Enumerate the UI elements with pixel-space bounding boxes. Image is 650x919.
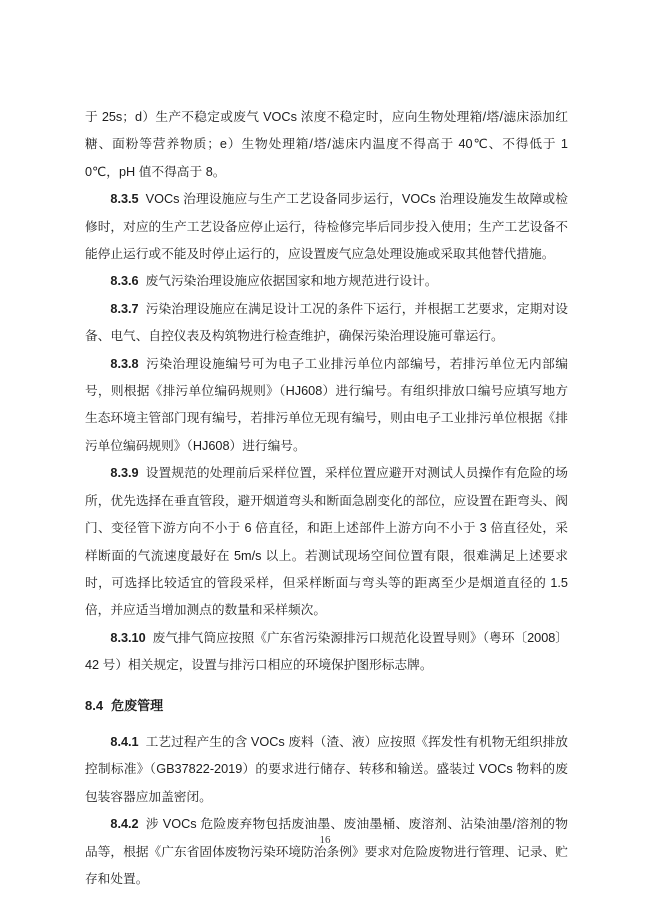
page-number: 16 <box>319 834 331 846</box>
section-title: 危废管理 <box>111 697 164 713</box>
clause-8-3-7 <box>85 296 568 351</box>
clause-8-3-6 <box>85 268 568 295</box>
document-body <box>85 104 568 893</box>
clause-text: 设置规范的处理前后采样位置，采样位置应避开对测试人员操作有危险的场所，优先选择在垂直管段，避开烟道弯头和断面急剧变化的部位，应设置在距弯头、阀门、变径管下游方向不小于 6 倍直径，和距上述部件上游方向不小于 3 倍直径处，采样断面的气流速度最好在 5m/s 以上。若测试现场空间位置有限，很难满足上述要求时，可选择比较适宜的管段采样，但采样断面与弯头等的距离至少是烟道直径的 1.5 倍，并应适当增加测点的数量和采样频次。 <box>85 466 568 618</box>
clause-text: 废气污染治理设施应依据国家和地方规范进行设计。 <box>145 274 438 289</box>
section-heading-8-4 <box>85 692 568 719</box>
clause-8-3-8 <box>85 351 568 461</box>
clause-number: 8.3.8 <box>110 356 139 371</box>
clause-number: 8.3.9 <box>110 466 139 481</box>
clause-text: 废气排气筒应按照《广东省污染源排污口规范化设置导则》（粤环〔2008〕42 号）相关规定，设置与排污口相应的环境保护图形标志牌。 <box>85 630 568 673</box>
clause-text: 于 25s；d）生产不稳定或废气 VOCs 浓度不稳定时，应向生物处理箱/塔/滤床添加红糖、面粉等营养物质；e）生物处理箱/塔/滤床内温度不得高于 40℃、不得低于 10℃，pH 值不得高于 8。 <box>85 110 568 179</box>
clause-number: 8.3.7 <box>110 301 139 316</box>
clause-text: 污染治理设施应在满足设计工况的条件下运行，并根据工艺要求，定期对设备、电气、自控仪表及构筑物进行检查维护，确保污染治理设施可靠运行。 <box>85 301 568 344</box>
section-number: 8.4 <box>85 697 104 713</box>
clause-number: 8.3.10 <box>110 630 146 645</box>
paragraph-continuation <box>85 104 568 186</box>
clause-number: 8.3.5 <box>110 192 139 207</box>
clause-text: VOCs 治理设施应与生产工艺设备同步运行，VOCs 治理设施发生故障或检修时，对应的生产工艺设备应停止运行，待检修完毕后同步投入使用；生产工艺设备不能停止运行或不能及时停止运行的，应设置废气应急处理设施或采取其他替代措施。 <box>85 192 568 262</box>
clause-text: 涉 VOCs 危险废弃物包括废油墨、废油墨桶、废溶剂、沾染油墨/溶剂的物品等，根据《广东省固体废物污染环境防治条例》要求对危险废物进行管理、记录、贮存和处置。 <box>85 817 568 886</box>
clause-8-3-9 <box>85 460 568 624</box>
clause-8-3-5 <box>85 186 568 268</box>
clause-number: 8.4.1 <box>110 734 139 749</box>
clause-8-4-2 <box>85 811 568 893</box>
clause-text: 工艺过程产生的含 VOCs 废料（渣、液）应按照《挥发性有机物无组织排放控制标准》（GB37822-2019）的要求进行储存、转移和输送。盛装过 VOCs 物料的废包装容器应加盖密闭。 <box>85 734 568 804</box>
clause-8-3-10 <box>85 625 568 680</box>
clause-text: 污染治理设施编号可为电子工业排污单位内部编号，若排污单位无内部编号，则根据《排污单位编码规则》（HJ608）进行编号。有组织排放口编号应填写地方生态环境主管部门现有编号，若排污单位无现有编号，则由电子工业排污单位根据《排污单位编码规则》（HJ608）进行编号。 <box>85 356 568 453</box>
clause-8-4-1 <box>85 729 568 811</box>
clause-number: 8.3.6 <box>110 274 139 289</box>
clause-number: 8.4.2 <box>110 817 139 832</box>
